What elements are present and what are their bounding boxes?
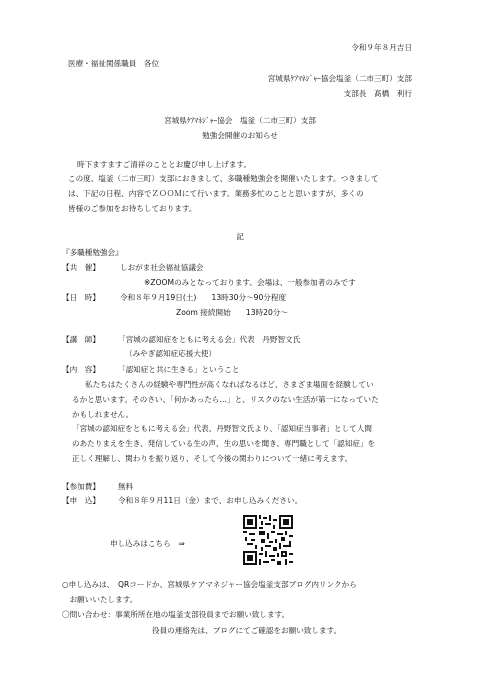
title-line-2: 勉強会開催のお知らせ [202, 131, 278, 140]
event-heading: 『多職種勉強会』 [62, 248, 123, 257]
sender-org: 宮城県ｹｱﾏﾈｼﾞｬｰ協会塩釜（二市三町）支部 [267, 74, 412, 83]
content-line: 「宮城の認知症をともに考える会」代表、丹野智文氏より、「認知症当事者」として人間 [72, 424, 372, 433]
ki-heading: 記 [236, 232, 244, 241]
sender-name: 支部長 髙橋 利行 [343, 89, 412, 98]
note-line: お願いいたします。 [62, 595, 138, 604]
zoom-start: Zoom 接続開始 13時20分～ [176, 308, 288, 317]
qr-code-icon[interactable] [243, 515, 293, 565]
intro-line: は、下記の日程、内容でＺＯＯＭにて行います。業務多忙のことと思いますが、多くの [68, 189, 364, 198]
recipient: 医療・福祉関係職員 各位 [68, 59, 160, 68]
apply-here-text: 申し込みはこちら ⇒ [110, 539, 185, 548]
fee-value: 無料 [118, 482, 134, 491]
content-title: 「認知症と共に生きる」ということ [118, 365, 240, 374]
content-line: 正しく理解し、関わりを振り返り、そして今後の関わりについて一緒に考えます。 [72, 454, 353, 463]
note-line: ○申し込みは、 QRコードか、宮城県ケアマネジャー協会塩釜支部ブログ内リンクから [62, 580, 357, 589]
content-line: のあたりまえを生き、発信している生の声、生の思いを聞き、専門職として「認知症」を [72, 439, 376, 448]
date-label: 【日 時】 [62, 293, 100, 302]
content-line: 私たちはたくさんの経験や専門性が高くなればなるほど、さまざま場面を経験してい [85, 380, 374, 389]
fee-label: 【参加費】 [62, 482, 100, 491]
note-line: 〇問い合わせ：事業所所在地の塩釜支部役員までお願い致します。 [62, 610, 290, 619]
intro-line: 皆様のご参加をお待ちしております。 [68, 204, 197, 213]
intro-line: この度、塩釜（二市三町）支部におきまして、多職種勉強会を開催いたします。つきまして [68, 174, 379, 183]
apply-value: 令和８年９月11日（金）まで、お申し込みください。 [118, 496, 303, 505]
note-line: 役員の連絡先は、ブログにてご確認をお願い致します。 [152, 626, 342, 635]
lecturer-label: 【講 師】 [62, 335, 100, 344]
date-value: 令和８年９月19日(土) 13時30分～90分程度 [120, 293, 287, 302]
content-label: 【内 容】 [62, 365, 100, 374]
apply-label: 【申 込】 [62, 496, 100, 505]
content-line: るかと思います。そのさい、「何かあったら…」と、リスクのない生活が第一になっていた [72, 395, 379, 404]
host-label: 【共 催】 [62, 263, 100, 272]
lecturer-value: 「宮城の認知症をともに考える会」代表 丹野智文氏 [118, 335, 301, 344]
issue-date: 令和９年８月吉日 [351, 43, 412, 52]
title-line-1: 宮城県ｹｱﾏﾈｼﾞｬｰ協会 塩釜（二市三町）支部 [164, 116, 316, 125]
host-note: ※ZOOMのみとなっております。会場は、一般参加者のみです [144, 278, 356, 287]
host-value: しおがま社会福祉協議会 [120, 263, 204, 272]
intro-line: 時下ますますご清祥のこととお慶び申し上げます。 [77, 160, 252, 169]
lecturer-sub: （みやぎ認知症応援大使） [125, 349, 217, 358]
content-line: かもしれません。 [72, 410, 134, 419]
